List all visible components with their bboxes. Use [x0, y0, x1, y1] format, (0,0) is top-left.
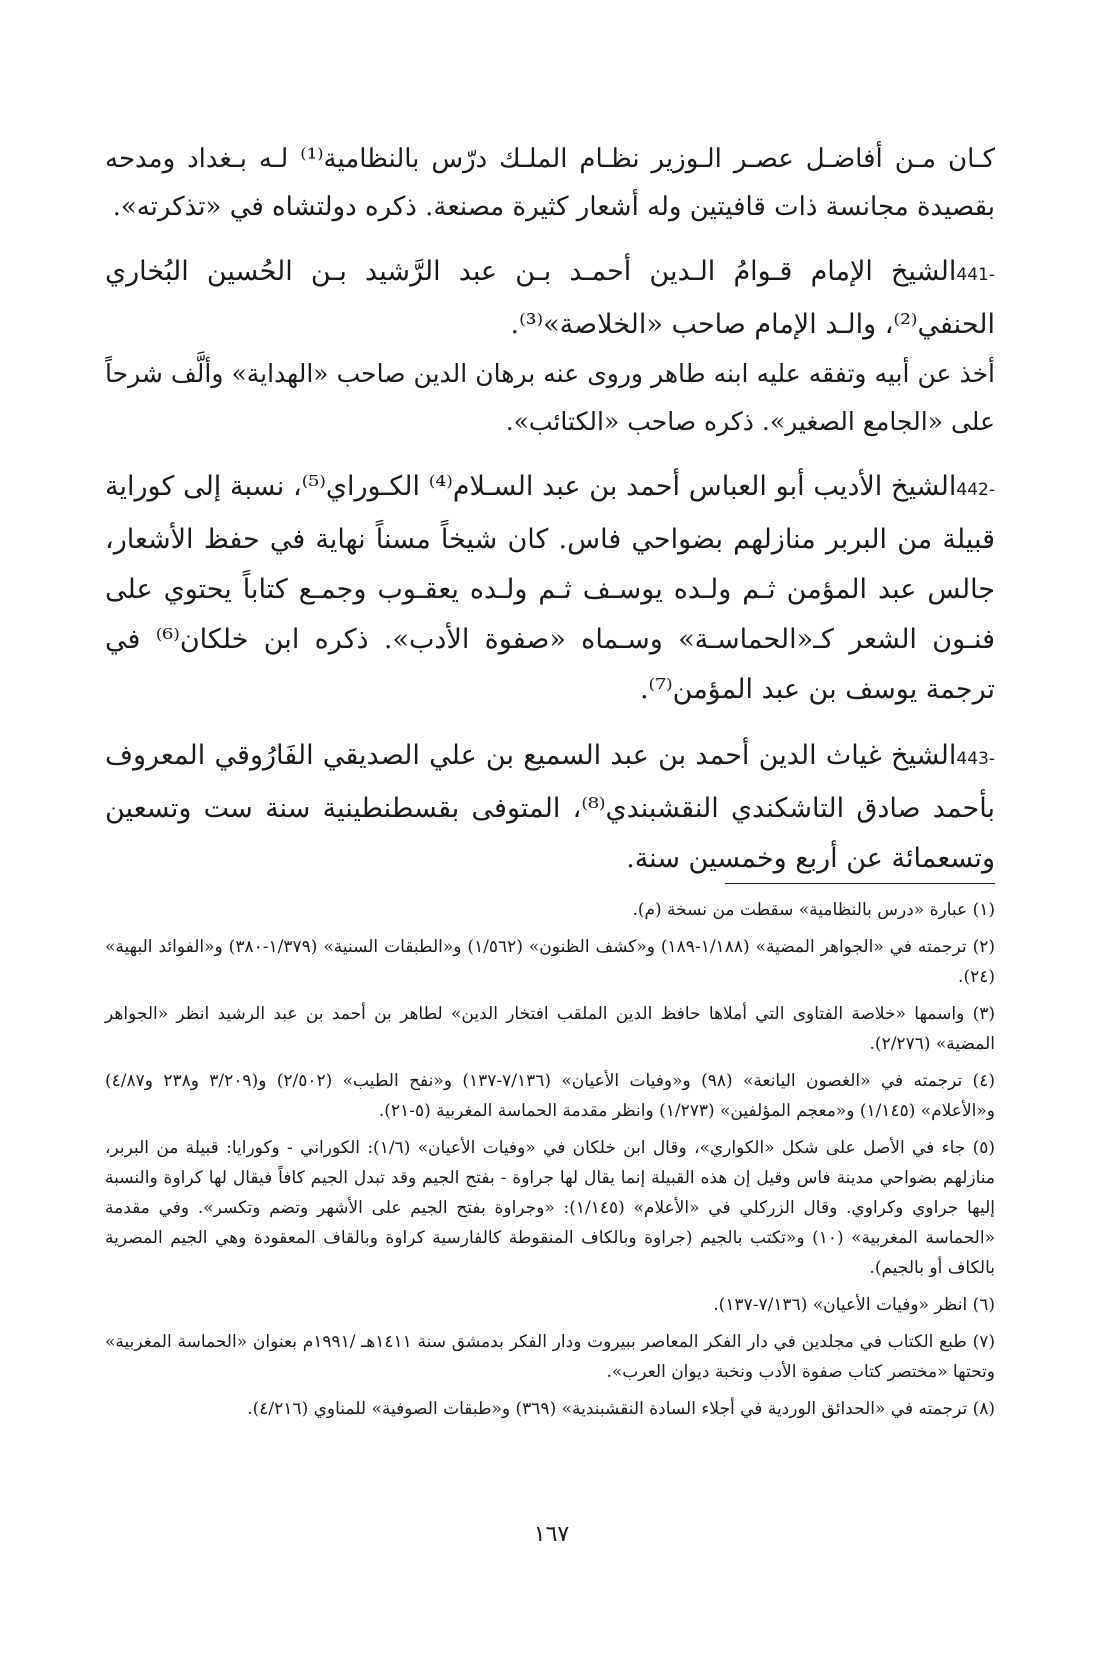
- intro-paragraph: كـان مـن أفاضـل عصـر الـوزير نظـام الملـك درّس بالنظامية⁽¹⁾ لـه بـغداد ومدحه بقصيدة مجانسة ذات قافيتين وله أشعار كثيرة مصنعة. ذكره دولتشاه في «تذكرته».: [105, 144, 995, 222]
- footnote-5: (٥) جاء في الأصل على شكل «الكواري»، وقال ابن خلكان في «وفيات الأعيان» (١/٦): الكوراني - وكورايا: قبيلة من البربر، منازلهم بضواحي مدينة فاس وقيل إن هذه القبيلة إنما يقال لها جراوة - بفتح الجيم وقد تبدل الجيم كافاً فيقال لها كراوة والنسبة إليها جراوي وكراوي. وقال الزركلي في «الأعلام» (١/١٤٥): «وجراوة بفتح الجيم على الأشهر وتضم وتكسر». وفي مقدمة «الحماسة المغربية» (١٠) و«تكتب بالجيم (جراوة وبالكاف المنقوطة كالفارسية كراوة وبالقاف المعقودة وهي الجيم المصرية بالكاف أو بالجيم).: [105, 1138, 995, 1278]
- footnote-2: (٢) ترجمته في «الجواهر المضية» (١/١٨٨-١٨٩) و«كشف الظنون» (١/٥٦٢) و«الطبقات السنية» (١/٣٧٩-٣٨٠) و«الفوائد البهية» (٢٤).: [105, 937, 995, 987]
- entry-heading-text: الشيخ الإمام قـوامُ الـدين أحمـد بـن عبد الرَّشيد بـن الحُسين البُخاري الحنفي⁽²⁾، والـد الإمام صاحب «الخلاصة»⁽³⁾.: [105, 256, 995, 340]
- entry-text: أخذ عن أبيه وتفقه عليه ابنه طاهر وروى عنه برهان الدين صاحب «الهداية» وألَّف شرحاً على «الجامع الصغير». ذكره صاحب «الكتائب».: [105, 359, 995, 436]
- footnote-6: (٦) انظر «وفيات الأعيان» (٧/١٣٦-١٣٧).: [713, 1295, 995, 1315]
- page-number: ١٦٧: [533, 1522, 570, 1547]
- entry-442: [105, 462, 995, 715]
- entry-441: [105, 247, 995, 446]
- footnote-7: (٧) طبع الكتاب في مجلدين في دار الفكر المعاصر ببيروت ودار الفكر بدمشق سنة ١٤١١هـ /١٩٩١م بعنوان «الحماسة المغربية» وتحتها «مختصر كتاب صفوة الأدب ونخبة ديوان العرب».: [105, 1332, 996, 1382]
- footnotes: [105, 895, 995, 1431]
- main-text: [105, 135, 995, 884]
- entry-heading: [105, 462, 995, 715]
- entry-number: 443-: [956, 749, 995, 769]
- footnote-3: (٣) واسمها «خلاصة الفتاوى التي أملاها حافظ الدين الملقب افتخار الدين» لطاهر بن أحمد بن عبد الرشيد انظر «الجواهر المضية» (٢/٢٧٦).: [105, 1004, 995, 1054]
- footnote-8: (٨) ترجمته في «الحدائق الوردية في أجلاء السادة النقشبندية» (٣٦٩) و«طبقات الصوفية» للمناوي (٤/٢١٦).: [247, 1399, 995, 1419]
- footnote-1: (١) عبارة «درس بالنظامية» سقطت من نسخة (م).: [632, 900, 995, 920]
- entry-443: [105, 731, 995, 884]
- entry-heading: [105, 731, 995, 884]
- footnote-4: (٤) ترجمته في «الغصون اليانعة» (٩٨) و«وفيات الأعيان» (٧/١٣٦-١٣٧) و«نفح الطيب» (٢/٥٠٢) و(٣/٢٠٩ و٢٣٨ و٤/٨٧) و«الأعلام» (١/١٤٥) و«معجم المؤلفين» (١/٢٧٣) وانظر مقدمة الحماسة المغربية (٥-٢١).: [105, 1071, 995, 1121]
- entry-number: 441-: [956, 265, 995, 285]
- entry-number: 442-: [956, 480, 995, 500]
- entry-heading-text: الشيخ غياث الدين أحمد بن عبد السميع بن علي الصديقي الفَارُوقي المعروف بأحمد صادق التاشكندي النقشبندي⁽⁸⁾، المتوفى بقسطنطينية سنة ست وتسعين وتسعمائة عن أربع وخمسين سنة.: [105, 740, 995, 874]
- entry-heading-text: الشيخ الأديب أبو العباس أحمد بن عبد السـلام⁽⁴⁾ الكـوراي⁽⁵⁾، نسبة إلى كوراية قبيلة من البربر منازلهم بضواحي فاس. كان شيخاً مسناً نهاية في حفظ الأشعار، جالس عبد المؤمن ثـم ولـده يوسـف ثـم ولـده يعقـوب وجمـع كتاباً يحتوي على فنـون الشعر كـ«الحماسـة» وسـماه «صفوة الأدب». ذكره ابن خلكان⁽⁶⁾ في ترجمة يوسف بن عبد المؤمن⁽⁷⁾.: [105, 471, 995, 705]
- footnote-separator: [725, 883, 995, 884]
- entry-heading: [105, 247, 995, 350]
